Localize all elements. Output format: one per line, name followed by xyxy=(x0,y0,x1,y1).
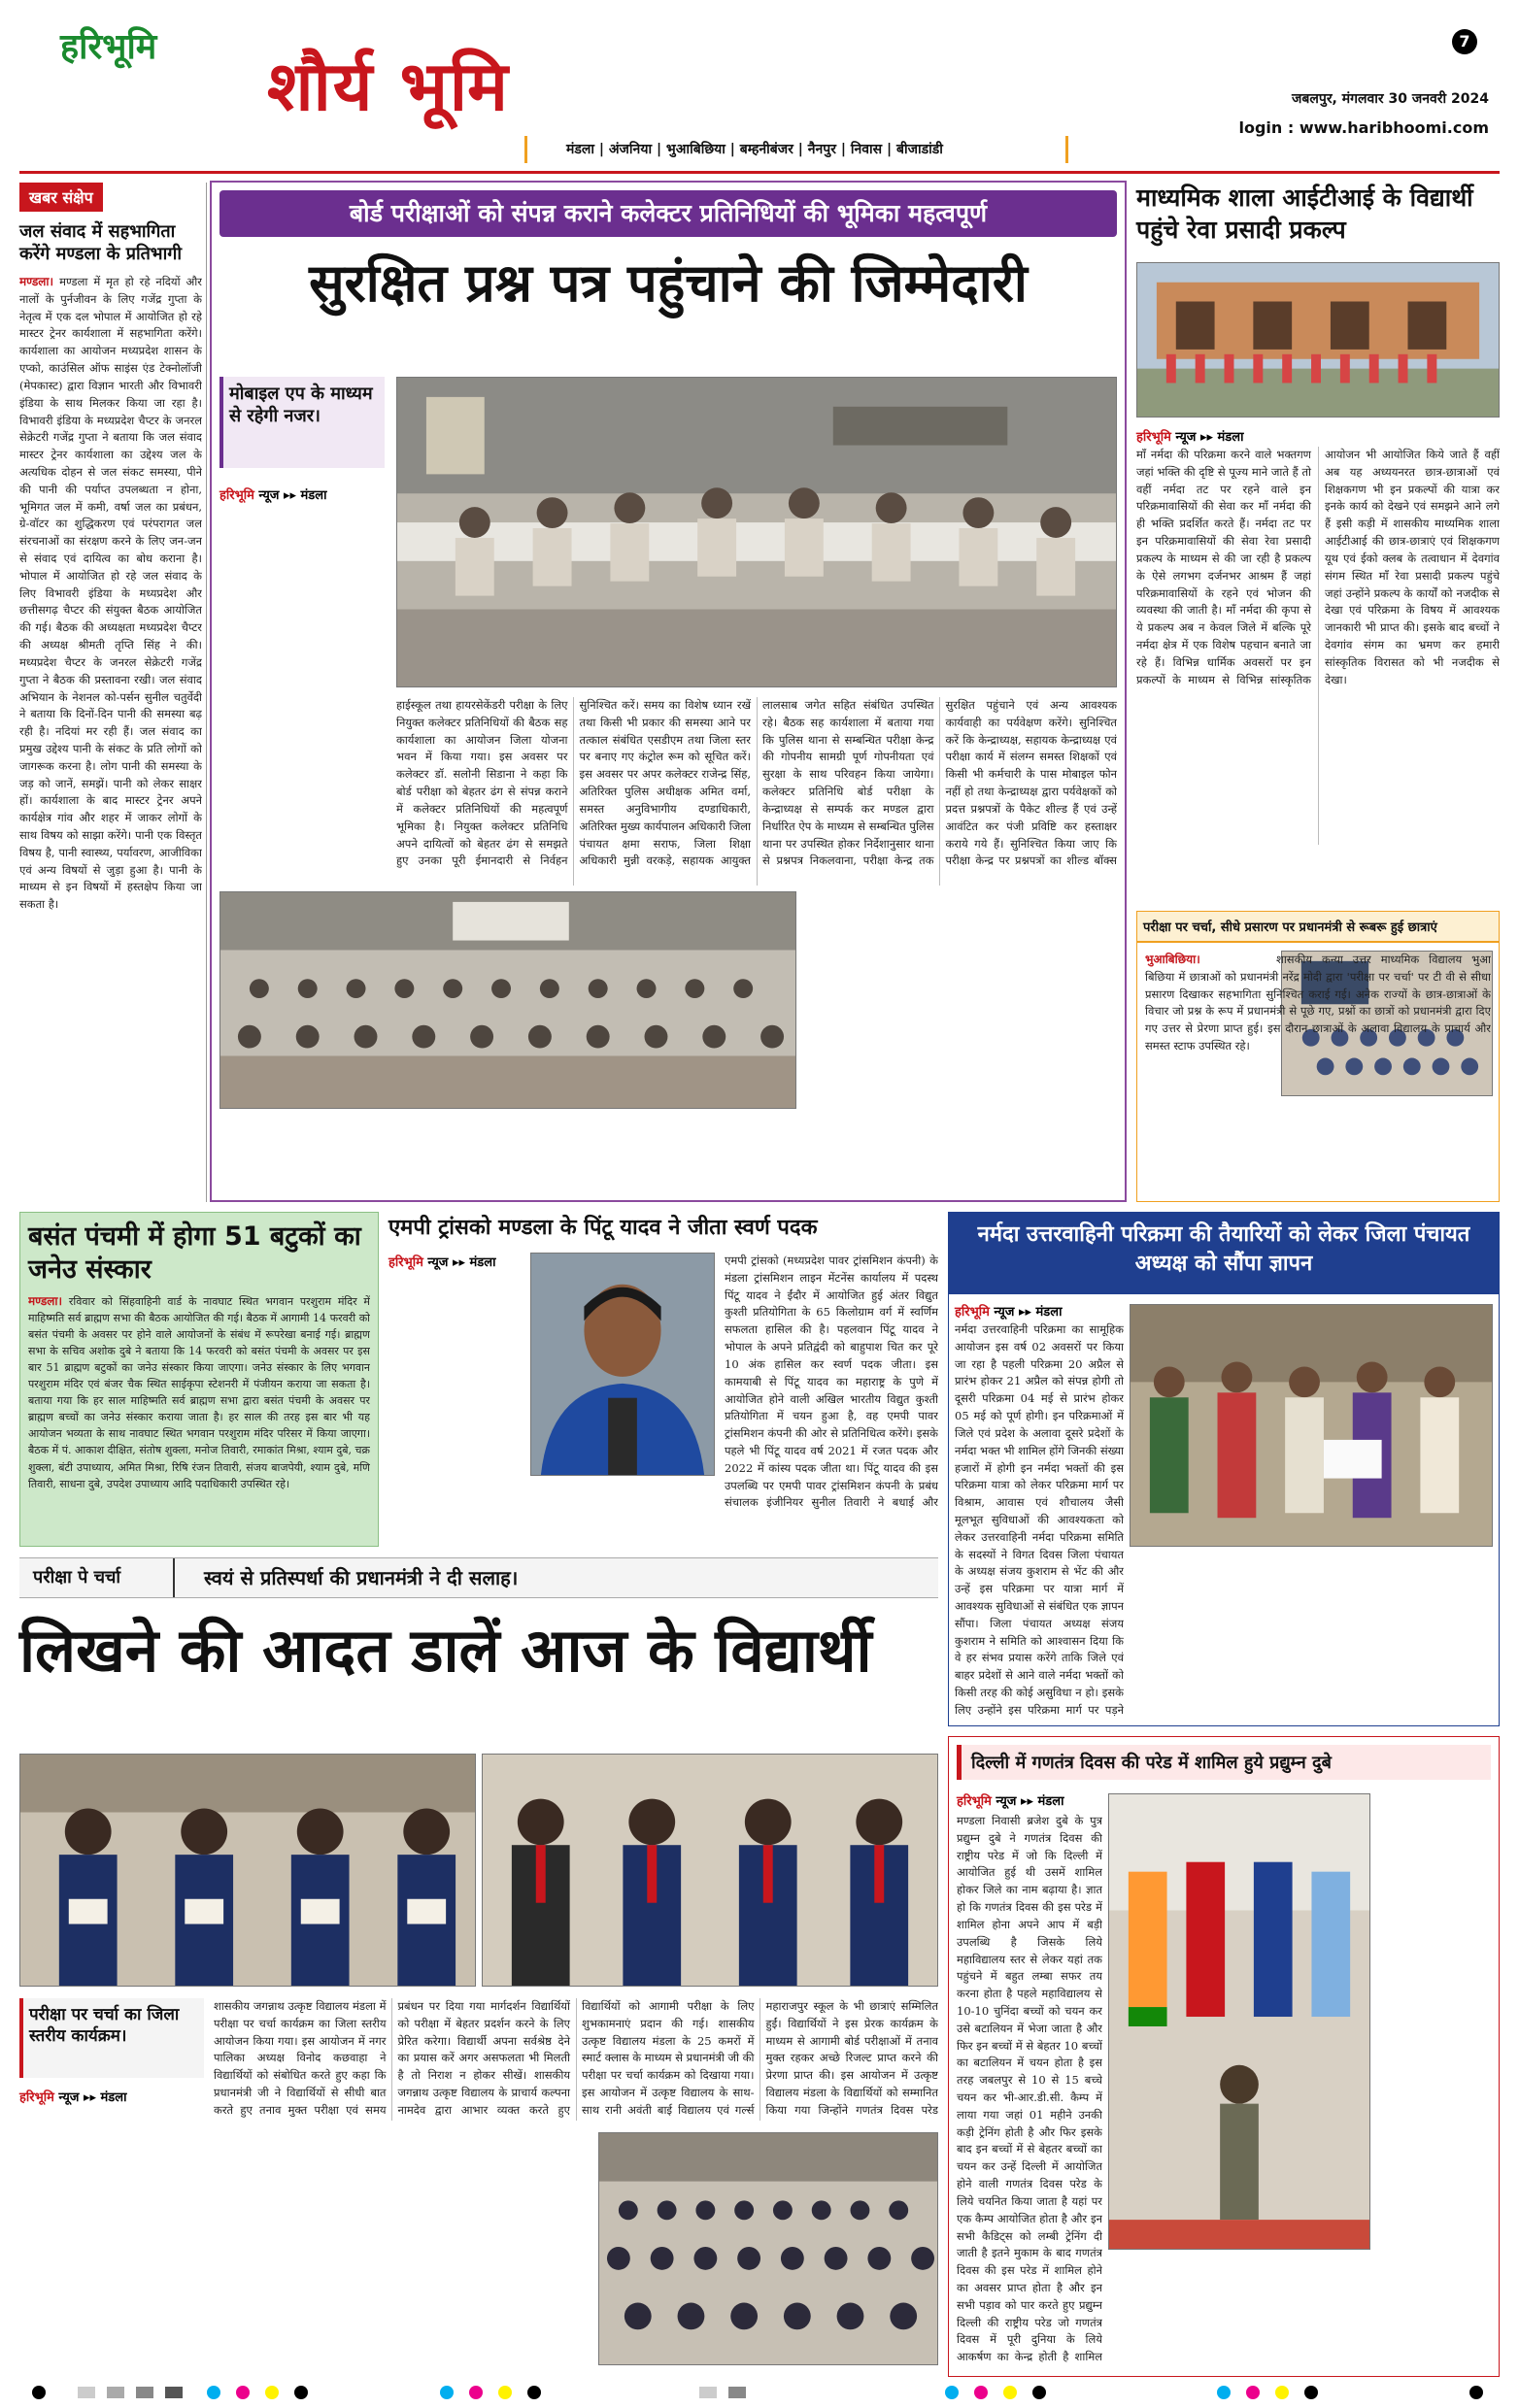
tag-desk: न्यूज ▸▸ मंडला xyxy=(58,2090,127,2105)
tag-brand: हरिभूमि xyxy=(219,488,254,503)
iti-students-photo xyxy=(1136,262,1500,418)
brief-body xyxy=(19,273,202,1166)
delhi-tagline xyxy=(957,1791,1063,1809)
board-exam-tagline xyxy=(219,485,326,503)
likhne-pullquote xyxy=(19,1998,204,2078)
masthead-rule xyxy=(19,171,1500,174)
basant-text: रविवार को सिंहवाहिनी वार्ड के नावघाट स्थित भगवान परशुराम मंदिर में माहिष्मति सर्व ब्राह्मण सभा की बैठक आयोजित की गई। बैठक में आगामी 14 फरवरी को बसंत पंचमी के अवसर पर होने वाले आयोजनों के संबंध में रूपरेखा बनाई गई। ब्राह्मण सभा के सचिव अशोक दुबे ने बताया कि 14 फरवरी को बसंत पंचमी के अवसर पर इस बार 51 ब्राह्मण बटुकों का जनेउ संस्कार किया जाएगा। जनेउ संस्कार के लिए भगवान परशुराम मंदिर एवं बंजर चैक स्थित साईकृपा स्टेशनरी में पंजीयन कराया जा सकता है। बताया गया कि हर साल माहिष्मति सर्व ब्राह्मण सभा द्वारा बसंत पंचमी के अवसर पर ब्राह्मण बच्चों का जनेउ संस्कार कराया जाता है। हर साल की तरह इस बार भी यह आयोजन भव्यता के साथ नावघाट स्थित भगवान परशुराम मंदिर परिसर में किया जाएगा। बैठक में पं. आकाश दीक्षित, संतोष शुक्ला, मनोज तिवारी, रमाकांत मिश्रा, श्याम दुबे, चक्र शुक्ला, बंटी उपाध्याय, अमित मिश्रा, रिषि रंजन तिवारी, संजय बाजपेयी, श्याम दुबे, मणि तिवारी, साधना दुबे, उपदेश उपाध्याय आदि पदाधिकारी उपस्थित रहे। xyxy=(28,1294,370,1490)
basant-story xyxy=(19,1212,379,1547)
board-exam-story xyxy=(210,181,1127,1202)
brief-text: मण्डला में मृत हो रहे नदियों और नालों के पुर्नजीवन के लिए गजेंद्र गुप्ता के नेतृत्व में एक दल भोपाल में आयोजित हो रहे मास्टर ट्रेनर कार्यशाला में सहभागिता करेंगे। कार्यशाला का आयोजन मध्यप्रदेश शासन के एप्को, काउंसिल ऑफ साइंस एंड टेक्नोलॉजी (मेपकास्ट) द्वारा विज्ञान भारती और विभावरी इंडिया के साथ मिलकर किया जा रहा है। विभावरी इंडिया के मध्यप्रदेश चैप्टर के जनरल सेक्रेटरी गजेंद्र गुप्ता ने बताया कि जल संवाद मास्टर ट्रेनर कार्यशाला का उद्देश्य जल के अत्यधिक दोहन से जल संकट समस्या, पीने की पानी की पर्याप्त उपलब्धता न होना, भूमिगत जल में कमी, वर्षा जल का प्रबंधन, ग्रे-वॉटर का शुद्धिकरण एवं परंपरागत जल संरचनाओं का संरक्षण करने के लिए जन-जन से संवाद एवं दायित्व का बोध कराना है। भोपाल में आयोजित हो रहे जल संवाद के लिए विभावरी इंडिया के मध्यप्रदेश और छत्तीसगढ़ चैप्टर की संयुक्त बैठक आयोजित की गई। बैठक की अध्यक्षता मध्यप्रदेश चैप्टर की अध्यक्ष श्रीमती तृप्ति सिंह ने की। मध्यप्रदेश चैप्टर के जनरल सेक्रेटरी गजेंद्र गुप्ता ने बैठक की प्रस्तावना रखी। जल संवाद अभियान के नेशनल को-पर्सन सुनील चतुर्वेदी ने बताया कि दिनों-दिन पानी की समस्या बढ़ रही है। नदियां मर रही हैं। जल संवाद का प्रमुख उद्देश्य पानी के संकट के प्रति लोगों को जागरूक करना है। लोग पानी की समस्या के जड़ को जानें, समझें। पानी को लेकर साक्षर हों। कार्यशाला के बाद मास्टर ट्रेनर अपने कार्यक्षेत्र गांव और शहर में जाकर लोगों के साथ विषय को साझा करेंगे। पानी एक विस्तृत विषय है, पानी स्वास्थ्य, पर्यावरण, आजीविका एवं अन्य विषयों से जुड़ा हुआ है। पानी के माध्यम से इन विषयों में हस्तक्षेप किया जा सकता है। xyxy=(19,275,202,912)
pariksha-strip xyxy=(19,1557,938,1598)
tag-desk: न्यूज ▸▸ मंडला xyxy=(1175,430,1244,445)
delhi-body: मण्डला निवासी ब्रजेश दुबे के पुत्र प्रद्युम्न दुबे ने गणतंत्र दिवस की राष्ट्रीय परेड में जो कि दिल्ली में आयोजित हुई थी उसमें शामिल होकर जिले का नाम बढ़ाया है। ज्ञात हो कि गणतंत्र दिवस की इस परेड में शामिल होना अपने आप में बड़ी उपलब्धि है जिसके लिये महाविद्यालय स्तर से लेकर यहां तक पहुंचने में बहुत लम्बा सफर तय करना होता है पहले महाविद्यालय से 10-10 चुनिंदा बच्चों को चयन कर उसे बटालियन में भेजा जाता है और फिर इन बच्चों में से बेहतर 10 बच्चों का बटालियन में चयन होता है इस तरह जबलपुर से 10 से 15 बच्चे चयन कर भी-आर.डी.सी. कैम्प में लाया गया जहां 01 महीने उनकी कड़ी ट्रेनिंग होती है और फिर इसके बाद इन बच्चों में से बेहतर बच्चों का चयन कर उन्हें दिल्ली में आयोजित होने वाली गणतंत्र दिवस परेड के लिये चयनित किया जाता है यहां पर एक कैम्प आयोजित होता है और इन सभी कैडिट्स को लम्बी ट्रेनिंग दी जाती है इतने मुकाम के बाद गणतंत्र दिवस की इस परेड में शामिल होने का अवसर प्राप्त होता है और इन सभी पड़ाव को पार करते हुए प्रद्युम्न दिल्ली की राष्ट्रीय परेड जो गणतंत्र दिवस में पूरी दुनिया के लिये आकर्षण का केन्द्र होती है शामिल xyxy=(957,1814,1102,2364)
delhi-story xyxy=(948,1736,1500,2377)
pullquote-text: मोबाइल एप के माध्यम से रहेगी नजर। xyxy=(229,384,373,427)
pariksha-strip-text: स्वयं से प्रतिस्पर्धा की प्रधानमंत्री ने दी सलाह। xyxy=(204,1566,519,1589)
pintu-yadav-photo xyxy=(530,1253,715,1476)
pariksha-strip-label: परीक्षा पे चर्चा xyxy=(19,1558,175,1597)
iti-tagline xyxy=(1136,427,1243,445)
pariksha-box-dateline: भुआबिछिया। xyxy=(1145,953,1200,966)
board-exam-pullquote xyxy=(219,377,385,468)
transco-story xyxy=(388,1212,938,1547)
basant-dateline: मण्डला। xyxy=(28,1293,63,1308)
students-photo-2 xyxy=(482,1754,938,1987)
delhi-headline: दिल्ली में गणतंत्र दिवस की परेड में शामिल हुये प्रद्युम्न दुबे xyxy=(957,1745,1491,1780)
pariksha-box-headline: परीक्षा पर चर्चा, सीधे प्रसारण पर प्रधानमंत्री से रूबरू हुई छात्राएं xyxy=(1137,912,1499,943)
delhi-body-continued xyxy=(1378,1793,1493,2366)
tag-brand: हरिभूमि xyxy=(957,1794,992,1809)
pariksha-box xyxy=(1136,911,1500,1202)
students-photo-1 xyxy=(19,1754,476,1987)
board-exam-body: हाईस्कूल तथा हायरसेकेंडरी परीक्षा के लिए नियुक्त कलेक्टर प्रतिनिधियों की बैठक सह कार्यशाला का आयोजन जिला योजना भवन में किया गया। इस अवसर पर कलेक्टर डॉ. सलोनी सिडाना ने कहा कि बोर्ड परीक्षा को बेहतर ढंग से संपन्न कराने में कलेक्टर प्रतिनिधियों की महत्वपूर्ण भूमिका है। नियुक्त कलेक्टर प्रतिनिधि अपने दायित्वों को बेहतर ढंग से समझते हुए उनका पूरी ईमानदारी से निर्वहन सुनिश्चित करें। समय का विशेष ध्यान रखें तथा किसी भी प्रकार की समस्या आने पर तत्काल संबंधित एसडीएम तथा जिला स्तर पर बनाए गए कंट्रोल रूम को सूचित करें। इस अवसर पर अपर कलेक्टर राजेन्द्र सिंह, अतिरिक्त पुलिस अधीक्षक अमित वर्मा, समस्त अनुविभागीय दण्डाधिकारी, अतिरिक्त मुख्य कार्यपालन अधिकारी जिला पंचायत क्षमा सराफ, जिला शिक्षा अधिकारी मुन्नी वरकड़े, सहायक आयुक्त लालसाब जगेत सहित संबंधित उपस्थित रहे। बैठक सह कार्यशाला में बताया गया कि पुलिस थाना से सम्बन्धित परीक्षा केन्द्र की गोपनीय सामग्री पूर्ण गोपनीयता एवं सुरक्षा के साथ परिवहन किया जायेगा। कलेक्टर प्रतिनिधि बोर्ड परीक्षा के केन्द्राध्यक्ष से सम्पर्क कर मण्डल द्वारा निर्धारित ऐप के माध्यम से सम्बन्धित पुलिस थाना पर उपस्थित होकर निर्देशानुसार थाना से प्रश्नपत्र निकलवाना, परीक्षा केन्द्र तक सुरक्षित पहुंचाने एवं अन्य आवश्यक कार्यवाही का पर्यवेक्षण करेंगे। सुनिश्चित करें कि केन्द्राध्यक्ष, सहायक केन्द्राध्यक्ष एवं परीक्षा कार्य में संलग्न समस्त शिक्षकों एवं किसी भी कर्मचारी के पास मोबाइल फोन नहीं हो तथा केन्द्राध्यक्ष द्वारा पर्यवेक्षकों को प्रदत्त प्रश्नपत्रों के पैकेट शील्ड हैं एवं उन्हें आवंटित कर पंजी प्रविष्टि कर हस्ताक्षर कराये गये हैं। सुनिश्चित किया जाए कि परीक्षा केन्द्र पर प्रश्नपत्रों का शील्ड बॉक्स xyxy=(396,698,1117,868)
workshop-hall-photo xyxy=(219,891,796,1109)
tag-desk: न्यूज ▸▸ मंडला xyxy=(427,1255,496,1270)
narmada-body: नर्मदा उत्तरवाहिनी परिक्रमा का सामूहिक आयोजन इस वर्ष 02 अवसरों पर किया जा रहा है पहली परिक्रमा 20 अप्रैल से प्रारंभ होकर 21 अप्रैल को संपन्न होगी तो दूसरी परिक्रमा 04 मई से प्रारंभ होकर 05 मई को पूर्ण होगी। इन परिक्रमाओं में जिले एवं प्रदेश के अलावा दूसरे प्रदेशों के नर्मदा भक्त भी शामिल होंगे जिनकी संख्या हजारों में होगी इन नर्मदा भक्तों की इस परिक्रमा यात्रा को लेकर परिक्रमा मार्ग पर विश्राम, आवास एवं शौचालय जैसी मूलभूत सुविधाओं की आवश्यकता को लेकर उत्तरवाहिनी नर्मदा परिक्रमा समिति के सदस्यों ने विगत दिवस जिला पंचायत के अध्यक्ष संजय कुशराम से भेंट की और उन्हें इस परिक्रमा पर यात्रा मार्ग में आवश्यक सुविधाओं से संबंधित एक ज्ञापन सौंपा। जिला पंचायत अध्यक्ष संजय कुशराम ने समिति को आश्वासन दिया कि वे हर संभव प्रयास करेंगे ताकि जिले एवं बाहर प्रदेशों से आने वाले नर्मदा भक्तों को किसी तरह की कोई असुविधा न हो। इसके लिए उन्होंने इस परिक्रमा मार्ग पर पड़ने xyxy=(955,1322,1124,1717)
likhne-body: शासकीय जगन्नाथ उत्कृष्ट विद्यालय मंडला में परीक्षा पर चर्चा कार्यक्रम का जिला स्तरीय आयोजन किया गया। इस आयोजन में नगर पालिका अध्यक्ष विनोद कछवाहा ने विद्यार्थियों को संबोधित करते हुए कहा कि प्रधानमंत्री जी ने विद्यार्थियों से सीधी बात करते हुए तनाव मुक्त परीक्षा एवं समय प्रबंधन पर दिया गया मार्गदर्शन विद्यार्थियों को परीक्षा में बेहतर प्रदर्शन करने के लिए प्रेरित करेगा। विद्यार्थी अपना सर्वश्रेष्ठ देने का प्रयास करें अगर असफलता भी मिलती है तो निराश न होकर सीखें। शासकीय जगन्नाथ उत्कृष्ट विद्यालय के प्राचार्य कल्पना नामदेव द्वारा आभार व्यक्त करते हुए विद्यार्थियों को आगामी परीक्षा के लिए शुभकामनाएं प्रदान की गई। शासकीय उत्कृष्ट विद्यालय मंडला के 25 कमरों में स्मार्ट क्लास के माध्यम से प्रधानमंत्री जी की परीक्षा पर चर्चा कार्यक्रम को दिखाया गया। इस आयोजन में उत्कृष्ट विद्यालय के साथ-साथ रानी अवंती बाई विद्यालय एवं गर्ल्स महाराजपुर स्कूल के भी छात्राएं सम्मिलित हुईं। विद्यार्थियों ने इस प्रेरक कार्यक्रम के माध्यम से आगामी बोर्ड परीक्षाओं में तनाव मुक्त रहकर अच्छे रिजल्ट प्राप्त करने की प्रेरणा प्राप्त की। इस आयोजन में उत्कृष्ट विद्यालय मंडला के विद्यार्थियों को सम्मानित किया गया जिन्होंने गणतंत्र दिवस परेड xyxy=(214,1999,938,2117)
district-list: मंडला | अंजनिया | भुआबिछिया | बम्हनीबंजर | नैनपुर | निवास | बीजाडांडी xyxy=(566,142,943,157)
tag-desk: न्यूज ▸▸ मंडला xyxy=(258,488,327,503)
masthead xyxy=(0,0,1519,157)
iti-story xyxy=(1136,183,1500,901)
login-url: login : www.haribhoomi.com xyxy=(1238,118,1489,137)
board-exam-body-continued xyxy=(808,891,1117,1192)
memorandum-photo xyxy=(1130,1304,1493,1547)
transco-body-a xyxy=(388,1272,524,1544)
transco-tagline xyxy=(388,1253,495,1270)
likhne-body-continued xyxy=(19,2132,589,2365)
tag-desk: न्यूज ▸▸ मंडला xyxy=(994,1305,1063,1320)
narmada-body-continued xyxy=(1130,1555,1493,1722)
basant-body xyxy=(28,1292,370,1525)
ncc-parade-photo xyxy=(1108,1793,1370,2250)
basant-headline: बसंत पंचमी में होगा 51 बटुकों का जनेउ संस्कार xyxy=(28,1221,361,1285)
tag-brand: हरिभूमि xyxy=(19,2090,54,2105)
tag-brand: हरिभूमि xyxy=(388,1255,423,1270)
likhne-tagline xyxy=(19,2088,126,2105)
narmada-story xyxy=(948,1212,1500,1726)
haribhoomi-logo: हरिभूमि xyxy=(60,27,157,67)
pullquote-text: परीक्षा पर चर्चा का जिला स्तरीय कार्यक्रम। xyxy=(29,2005,180,2047)
page-number: 7 xyxy=(1452,29,1477,54)
smart-class-photo xyxy=(598,2132,938,2365)
brief-headline: जल संवाद में सहभागिता करेंगे मण्डला के प्रतिभागी xyxy=(19,221,183,264)
board-exam-kicker: बोर्ड परीक्षाओं को संपन्न कराने कलेक्टर प्रतिनिधियों की भूमिका महत्वपूर्ण xyxy=(219,190,1117,237)
iti-headline: माध्यमिक शाला आईटीआई के विद्यार्थी पहुंचे रेवा प्रसादी प्रकल्प xyxy=(1136,184,1473,244)
narmada-tagline xyxy=(955,1302,1062,1320)
tag-brand: हरिभूमि xyxy=(955,1305,990,1320)
transco-body: एमपी ट्रांसको (मध्यप्रदेश पावर ट्रांसमिशन कंपनी) के मंडला ट्रांसमिशन लाइन मेंटनेंस कार्यालय में पदस्थ पिंटू यादव ने ईंदौर में आयोजित हुई अंतर विद्युत कुश्ती प्रतियोगिता के 65 किलोग्राम वर्ग में स्वर्णिम सफलता हासिल की है। पहलवान पिंटू यादव ने भोपाल के अपने प्रतिद्वंदी को बाहुपाश चित कर पूरे 10 अंक हासिल कर स्वर्ण पदक जीता। इस कामयाबी से पिंटू यादव का महाराष्ट्र के पुणे में आयोजित होने वाली अखिल भारतीय विद्युत कुश्ती प्रतियोगिता में चयन हुआ है, वह एमपी पावर ट्रांसमिशन कंपनी की ओर से प्रतिनिधित्व करेंगे। इसके पहले भी पिंटू यादव वर्ष 2021 में रजत पदक और 2022 में कांस्य पदक जीता था। पिंटू यादव की इस उपलब्धि पर एमपी पावर ट्रांसमिशन कंपनी के प्रबंध संचालक इंजीनियर सुनील तिवारी ने बधाई और xyxy=(725,1254,938,1510)
narmada-headline: नर्मदा उत्तरवाहिनी परिक्रमा की तैयारियों को लेकर जिला पंचायत अध्यक्ष को सौंपा ज्ञापन xyxy=(949,1213,1499,1294)
pariksha-box-text: शासकीय कन्या उत्तर माध्यमिक विद्यालय भुआ बिछिया में छात्राओं को प्रधानमंत्री नरेंद्र मोदी द्वारा 'परीक्षा पर चर्चा' पर टी वी से सीधा प्रसारण दिखाकर सहभागिता सुनिश्चित कराई गई। अनेक राज्यों के छात्र-छात्राओं के विचार जो प्रश्न के रूप में प्रधानमंत्री से पूछे गए, प्रश्नों का छात्रों को प्रधानमंत्री द्वारा दिए गए उत्तर से प्रेरणा प्राप्त हुई। इस दौरान छात्राओं के अलावा विद्यालय के प्राचार्य और समस्त स्टाफ उपस्थित रहे। xyxy=(1145,953,1491,1054)
board-exam-headline: सुरक्षित प्रश्न पत्र पहुंचाने की जिम्मेदारी xyxy=(309,252,1028,314)
likhne-story xyxy=(19,1608,938,2375)
brief-label: खबर संक्षेप xyxy=(19,183,103,212)
district-bar xyxy=(524,136,1068,163)
registration-marks xyxy=(19,2384,1500,2401)
tag-brand: हरिभूमि xyxy=(1136,430,1171,445)
likhne-headline: लिखने की आदत डालें आज के विद्यार्थी xyxy=(19,1615,872,1686)
dateline: जबलपुर, मंगलवार 30 जनवरी 2024 xyxy=(1292,91,1489,107)
brief-dateline: मण्डला। xyxy=(19,275,54,288)
section-title: शौर्य भूमि xyxy=(267,47,510,126)
collector-meeting-photo xyxy=(396,377,1117,687)
brief-divider xyxy=(206,183,207,1202)
brief-column xyxy=(19,183,202,1202)
tag-desk: न्यूज ▸▸ मंडला xyxy=(996,1794,1064,1809)
transco-headline: एमपी ट्रांसको मण्डला के पिंटू यादव ने जीता स्वर्ण पदक xyxy=(388,1216,818,1240)
iti-body: माँ नर्मदा की परिक्रमा करने वाले भक्तगण जहां भक्ति की दृष्टि से पूज्य माने जाते हैं तो वहीं नर्मदा तट पर रहने वाले इन परिक्रमावासियों की सेवा कर माँ नर्मदा की ही भक्ति प्रदर्शित करते हैं। नर्मदा तट पर इन परिक्रमावासियों की सेवा रेवा प्रसादी प्रकल्प के माध्यम से की जा रही है प्रकल्प के ऐसे लगभग दर्जनभर आश्रम हैं जहां परिक्रमावासियों के रहने एवं भोजन की व्यवस्था की जाती है। माँ नर्मदा की कृपा से ये प्रकल्प अब न केवल जिले में बल्कि पूरे नर्मदा क्षेत्र में एक विशेष पहचान बनाते जा रहे हैं। विभिन्न धार्मिक अवसरों पर इन प्रकल्पों के माध्यम से विभिन्न सांस्कृतिक आयोजन भी आयोजित किये जाते हैं वहीं अब यह अध्ययनरत छात्र-छात्राओं एवं शिक्षकगण भी इन प्रकल्पों की यात्रा कर इनके कार्य को देखने एवं समझने आने लगे हैं इसी कड़ी में शासकीय माध्यमिक शाला आईटीआई की छात्र-छात्राएं एवं शिक्षकगण यूथ एवं ईको क्लब के तत्वाधान में देवगांव संगम स्थित माँ रेवा प्रसादी प्रकल्प पहुंचे जहां उन्होंने प्रकल्प के कार्यों को नजदीक से देखा एवं परिक्रमा के विषय में आवश्यक जानकारी भी प्राप्त की। इसके बाद बच्चों ने देवगांव संगम का भ्रमण कर हमारी सांस्कृतिक विरासत को भी नजदीक से देखा। xyxy=(1136,448,1500,686)
pariksha-box-body xyxy=(1145,951,1491,1193)
